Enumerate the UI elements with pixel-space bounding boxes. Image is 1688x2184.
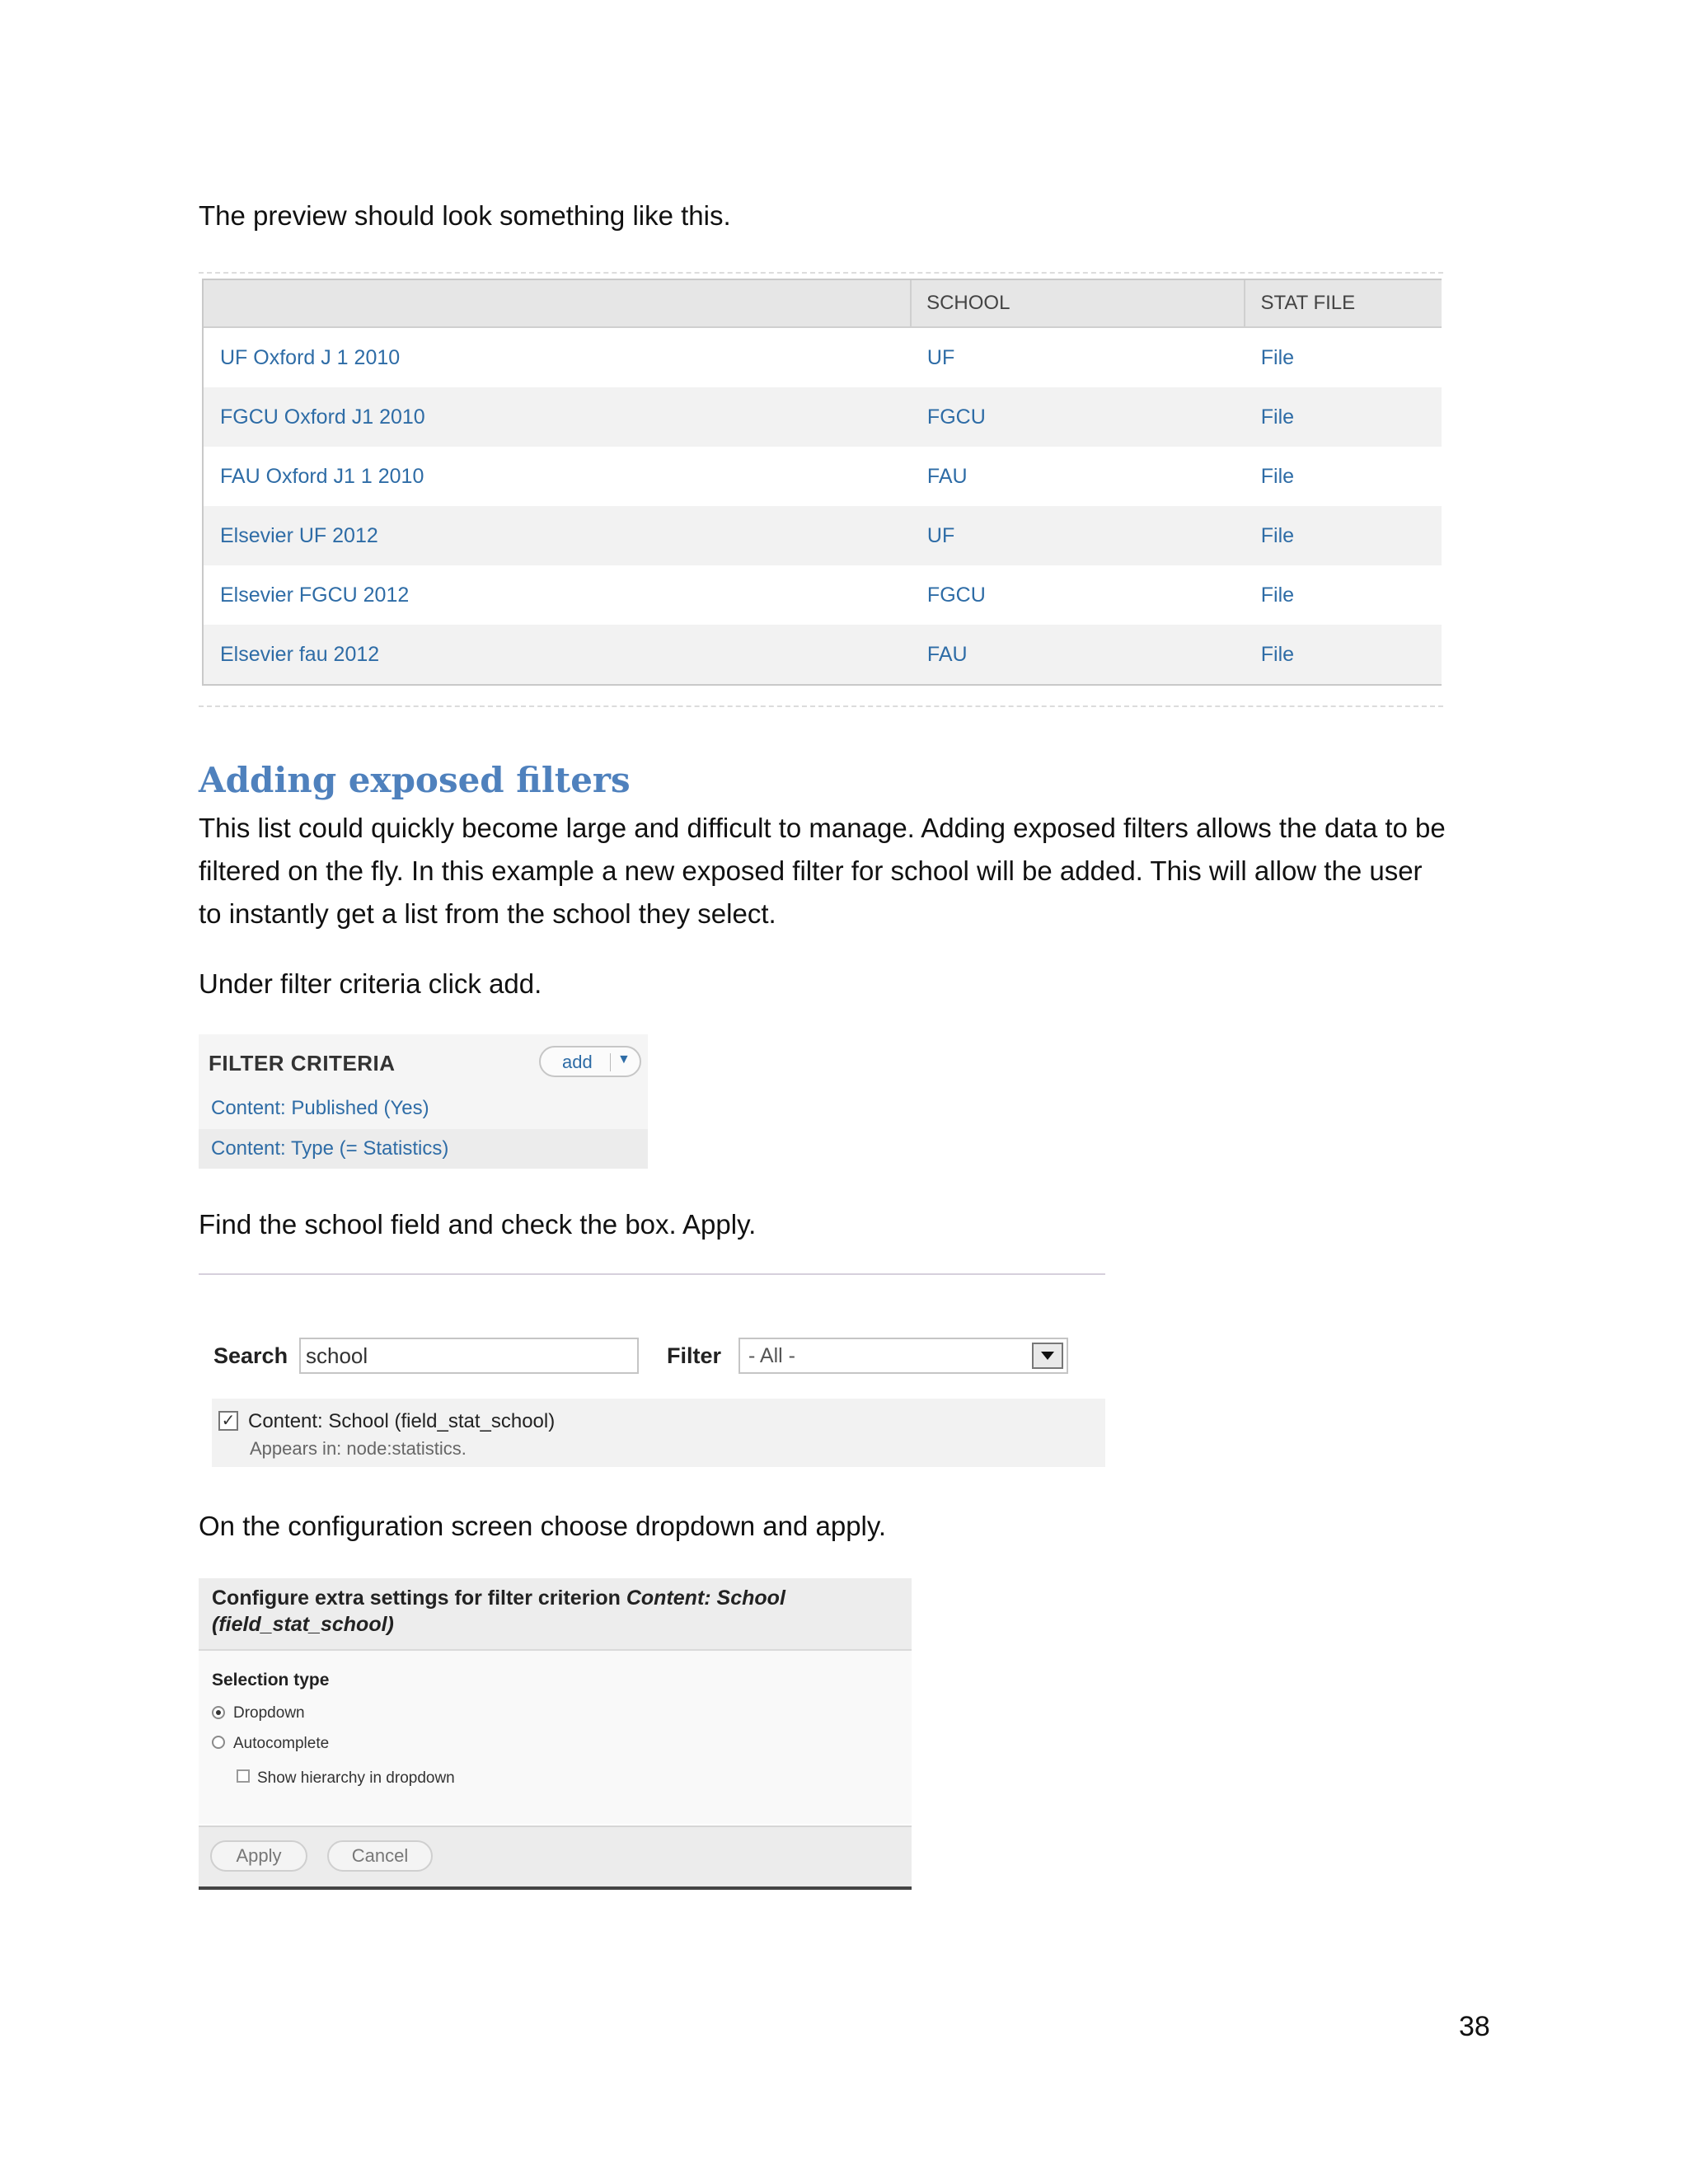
table-row bbox=[204, 387, 1442, 447]
column-header-stat-file[interactable]: STAT FILE bbox=[1244, 280, 1442, 326]
add-filter-dialog bbox=[199, 1273, 1105, 1467]
table-row bbox=[204, 565, 1442, 625]
section-paragraph-line: filtered on the fly. In this example a new exposed filter for school will be added. This will allow the user bbox=[199, 855, 1423, 886]
radio-dropdown-label[interactable]: Dropdown bbox=[233, 1704, 305, 1722]
dialog-title-prefix: Configure extra settings for filter criterion bbox=[212, 1586, 626, 1610]
filter-item-link[interactable]: Content: Type (= Statistics) bbox=[211, 1137, 449, 1160]
filter-select[interactable] bbox=[738, 1338, 1068, 1374]
filter-criteria-panel bbox=[199, 1034, 648, 1169]
dialog-footer bbox=[199, 1825, 912, 1890]
row-file-link[interactable]: File bbox=[1260, 405, 1295, 429]
apply-button[interactable]: Apply bbox=[210, 1840, 307, 1872]
section-paragraph-line: to instantly get a list from the school they select. bbox=[199, 898, 776, 929]
radio-autocomplete-label[interactable]: Autocomplete bbox=[233, 1735, 330, 1752]
add-button-label: add bbox=[562, 1052, 593, 1072]
divider bbox=[199, 1273, 1105, 1275]
filter-item[interactable] bbox=[199, 1089, 648, 1128]
row-file-link[interactable]: File bbox=[1260, 583, 1295, 607]
configure-filter-dialog bbox=[199, 1578, 912, 1887]
row-title-link[interactable]: UF Oxford J 1 2010 bbox=[220, 345, 401, 369]
row-school-link[interactable]: UF bbox=[926, 523, 955, 547]
filter-item-link[interactable]: Content: Published (Yes) bbox=[211, 1097, 429, 1119]
preview-table bbox=[202, 279, 1442, 686]
table-header bbox=[204, 280, 1442, 328]
add-filter-button[interactable] bbox=[539, 1046, 641, 1077]
row-title-link[interactable]: Elsevier FGCU 2012 bbox=[220, 583, 410, 607]
row-file-link[interactable]: File bbox=[1260, 642, 1295, 666]
column-header-school[interactable]: SCHOOL bbox=[910, 280, 1244, 326]
selection-type-label: Selection type bbox=[212, 1671, 330, 1690]
hierarchy-checkbox[interactable] bbox=[237, 1769, 250, 1783]
dropdown-arrow-icon[interactable] bbox=[1032, 1343, 1063, 1369]
chevron-down-icon[interactable]: ▼ bbox=[617, 1052, 631, 1066]
cancel-button[interactable]: Cancel bbox=[327, 1840, 433, 1872]
row-school-link[interactable]: FGCU bbox=[926, 583, 986, 607]
row-title-link[interactable]: Elsevier fau 2012 bbox=[220, 642, 380, 666]
row-file-link[interactable]: File bbox=[1260, 345, 1295, 369]
filter-select-value: - All - bbox=[748, 1344, 795, 1367]
row-title-link[interactable]: Elsevier UF 2012 bbox=[220, 523, 378, 547]
dialog-title-field: (field_stat_school) bbox=[212, 1613, 394, 1636]
result-item bbox=[212, 1399, 1105, 1467]
table-row bbox=[204, 506, 1442, 565]
intro-text: The preview should look something like this. bbox=[199, 200, 731, 231]
divider bbox=[199, 705, 1443, 707]
row-school-link[interactable]: FAU bbox=[926, 464, 968, 488]
result-description: Appears in: node:statistics. bbox=[250, 1438, 467, 1459]
row-school-link[interactable]: FGCU bbox=[926, 405, 986, 429]
step-text: On the configuration screen choose dropdown and apply. bbox=[199, 1511, 887, 1541]
row-file-link[interactable]: File bbox=[1260, 523, 1295, 547]
filter-label: Filter bbox=[667, 1343, 722, 1368]
dialog-header bbox=[199, 1578, 912, 1651]
search-label: Search bbox=[213, 1343, 288, 1368]
row-school-link[interactable]: FAU bbox=[926, 642, 968, 666]
dialog-title-emphasis: Content: School bbox=[626, 1586, 785, 1610]
column-header-title bbox=[204, 280, 910, 326]
row-title-link[interactable]: FGCU Oxford J1 2010 bbox=[220, 405, 425, 429]
radio-autocomplete[interactable] bbox=[212, 1736, 225, 1749]
step-text: Find the school field and check the box. Apply. bbox=[199, 1209, 757, 1240]
row-file-link[interactable]: File bbox=[1260, 464, 1295, 488]
divider bbox=[199, 272, 1443, 274]
result-checkbox[interactable]: ✓ bbox=[218, 1411, 238, 1431]
result-label[interactable]: Content: School (field_stat_school) bbox=[248, 1410, 556, 1432]
filter-criteria-title: FILTER CRITERIA bbox=[209, 1051, 396, 1076]
row-title-link[interactable]: FAU Oxford J1 1 2010 bbox=[220, 464, 424, 488]
table-row bbox=[204, 447, 1442, 506]
hierarchy-checkbox-label[interactable]: Show hierarchy in dropdown bbox=[257, 1769, 455, 1787]
section-paragraph-line: This list could quickly become large and difficult to manage. Adding exposed filters allows the data to be bbox=[199, 813, 1446, 843]
dialog-title bbox=[212, 1585, 904, 1638]
preview-table-figure bbox=[199, 272, 1443, 710]
table-row bbox=[204, 625, 1442, 684]
row-school-link[interactable]: UF bbox=[926, 345, 955, 369]
section-heading: Adding exposed filters bbox=[199, 760, 631, 800]
button-separator bbox=[610, 1053, 611, 1071]
search-input[interactable] bbox=[299, 1338, 639, 1374]
page-number: 38 bbox=[1459, 2011, 1490, 2042]
step-text: Under filter criteria click add. bbox=[199, 968, 542, 999]
radio-dropdown[interactable] bbox=[212, 1706, 225, 1719]
filter-item[interactable] bbox=[199, 1129, 648, 1169]
table-row bbox=[204, 328, 1442, 387]
